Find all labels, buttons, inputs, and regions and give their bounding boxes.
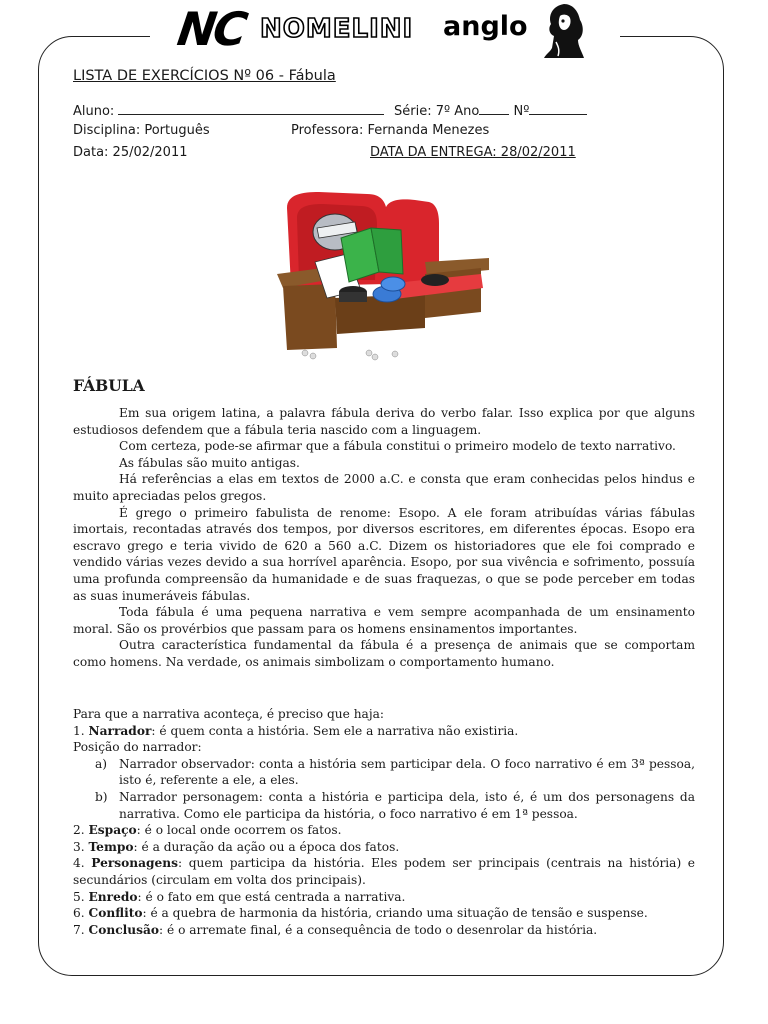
serie-line [394, 102, 587, 119]
sub-item [95, 756, 695, 789]
item-number: 3. [73, 839, 85, 854]
item-number: 7. [73, 922, 85, 937]
item-definition: : é a duração da ação ou a época dos fatos. [133, 839, 400, 854]
numero-field[interactable] [529, 102, 587, 115]
page-title: LISTA DE EXERCÍCIOS Nº 06 - Fábula [73, 68, 336, 84]
paragraph: Há referências a elas em textos de 2000 a.C. e consta que eram conhecidas pelos hindus e muito apreciadas pelos gregos. [73, 472, 695, 503]
narrative-elements-list [73, 706, 695, 938]
item-definition: : quem participa da história. Eles podem ser principais (centrais na história) e secundários (circulam em volta dos principais). [73, 856, 696, 887]
aluno-label: Aluno: [73, 104, 115, 119]
sub-item-marker: a) [95, 756, 108, 771]
sub-item-text: Narrador observador: conta a história sem participar dela. O foco narrativo é em 3ª pessoa, isto é, referente a ele, a eles. [119, 756, 695, 788]
list-item [73, 723, 695, 740]
paragraph: Em sua origem latina, a palavra fábula deriva do verbo falar. Isso explica por que alguns estudiosos defendem que a fábula teria nascido com a linguagem. [73, 406, 695, 437]
aluno-field[interactable] [118, 102, 384, 115]
item-term: Personagens [91, 856, 179, 871]
item-number: 2. [73, 823, 85, 838]
item-term: Enredo [88, 889, 138, 904]
logo-nomelini: NOMELINI [260, 14, 414, 44]
data: Data: 25/02/2011 [73, 145, 188, 160]
item-number: 1. [73, 723, 85, 738]
logo-nc: NC [174, 2, 249, 56]
item-term: Espaço [88, 823, 137, 838]
paragraph: As fábulas são muito antigas. [119, 455, 300, 470]
numero-label: Nº [513, 104, 530, 119]
item-number: 6. [73, 906, 85, 921]
item-definition: : é a quebra de harmonia da história, criando uma situação de tensão e suspense. [142, 906, 648, 921]
lion-icon [542, 2, 588, 60]
section-title-fabula: FÁBULA [73, 376, 145, 395]
logo-anglo: anglo [443, 11, 528, 42]
school-logo [150, 0, 620, 62]
posicao-narrador: Posição do narrador: [73, 740, 202, 755]
item-definition: : é o arremate final, é a consequência de todo o desenrolar da história. [159, 922, 598, 937]
paragraph: Toda fábula é uma pequena narrativa e vem sempre acompanhada de um ensinamento moral. São os provérbios que passam para os homens ensinamentos importantes. [73, 605, 695, 636]
data-entrega: DATA DA ENTREGA: 28/02/2011 [370, 145, 576, 160]
list-item [73, 922, 695, 939]
serie-field[interactable] [479, 102, 509, 115]
item-definition: : é o local onde ocorrem os fatos. [136, 823, 342, 838]
list-item [73, 905, 695, 922]
item-term: Narrador [88, 723, 152, 738]
sub-item [95, 789, 695, 822]
disciplina: Disciplina: Português [73, 123, 210, 138]
item-number: 4. [73, 856, 85, 871]
item-definition: : é o fato em que está centrada a narrativa. [137, 889, 406, 904]
professora: Professora: Fernanda Menezes [291, 123, 490, 138]
list-item [73, 889, 695, 906]
item-number: 5. [73, 889, 85, 904]
list-item [73, 822, 695, 839]
sub-item-text: Narrador personagem: conta a história e participa dela, isto é, é um dos personagens da narrativa. Como ele participa da história, o foco narrativo é em 1ª pessoa. [119, 789, 695, 821]
sub-item-marker: b) [95, 789, 108, 804]
list-item [73, 855, 695, 888]
reading-cartoon-illustration [275, 188, 495, 363]
numbered-items [73, 822, 695, 938]
item-term: Conflito [88, 906, 143, 921]
paragraph: É grego o primeiro fabulista de renome: Esopo. A ele foram atribuídas várias fábulas imortais, recontadas através dos tempos, por diversos escritores, em diferentes épocas. Esopo era escravo grego e teria vivido de 620 a 560 a.C. Dizem os historiadores que ele foi comprado e vendido várias vezes devido a sua horrível aparência. Esopo, por sua vivência e sofrimento, possuía uma profunda compreensão da humanidade e de suas fraquezas, o que se pode perceber em todas as suas inumeráveis fábulas. [73, 505, 695, 603]
item-term: Conclusão [88, 922, 160, 937]
fabula-text [73, 405, 695, 671]
aluno-line [73, 102, 384, 119]
serie-label: Série: 7º Ano [394, 104, 480, 119]
list-item [73, 839, 695, 856]
item-term: Tempo [88, 839, 134, 854]
paragraph: Com certeza, pode-se afirmar que a fábula constitui o primeiro modelo de texto narrativo. [119, 439, 676, 454]
paragraph: Outra característica fundamental da fábula é a presença de animais que se comportam como homens. Na verdade, os animais simbolizam o comportamento humano. [73, 638, 695, 669]
item-definition: : é quem conta a história. Sem ele a narrativa não existiria. [151, 723, 519, 738]
list-intro: Para que a narrativa aconteça, é preciso que haja: [73, 707, 384, 721]
